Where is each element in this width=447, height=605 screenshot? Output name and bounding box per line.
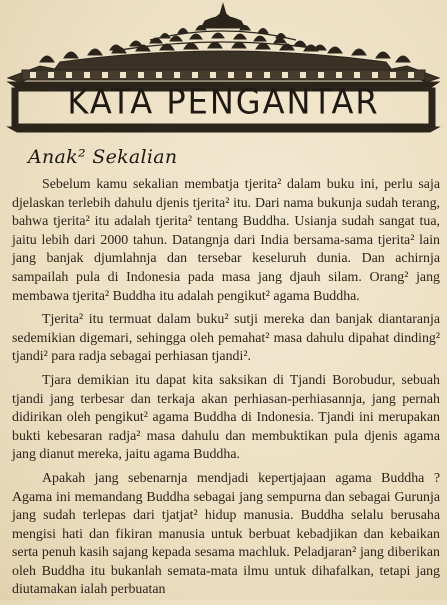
paragraph: Sebelum kamu sekalian membatja tjerita² dalam buku ini, perlu saja djelaskan terlebih dahulu djenis tjerita² itu. Dari nama bukunja sudah terang, bahwa tjerita² itu adalah tjerita² tentang Buddha. Usianja sudah sangat tua, jaitu lebih dari 2000 tahun. Datangnja dari India bersama-sama tjerita² lain jang banjak djumlahnja dan tersebar keseluruh dunia. Dan achirnja sampailah pula di Indonesia pada masa jang djauh silam. Orang² jang membawa tjerita² Buddha itu adalah pengikut² agama Buddha. — [12, 177, 440, 304]
page-title: KATA PENGANTAR — [67, 82, 380, 122]
paragraph: Tjara demikian itu dapat kita saksikan di Tjandi Borobudur, sebuah tjandi jang terbesar dan terkaja akan perhiasan-perhiasannja, jang pernah didirikan oleh pengikut² agama Buddha di Indonesia. Tjandi ini merupakan bukti kebesaran radja² masa dahulu dan membuktikan pula djenis agama jang dianut mereka, jaitu agama Buddha. — [12, 372, 440, 463]
body-text — [12, 176, 440, 605]
temple-banner — [0, 0, 447, 135]
paragraph: Tjerita² itu termuat dalam buku² sutji mereka dan banjak diantaranja sedemikian digemari, sehingga oleh pemahat² masa dahulu dipahat dinding² tjandi² para radja sebagai perhiasan tjandi². — [12, 312, 440, 365]
section-heading: Anak² Sekalian — [28, 146, 178, 168]
paragraph: Apakah jang sebenarnja mendjadi kepertjajaan agama Buddha ? Agama ini memandang Buddha sebagai jang sempurna dan sebagai Gurunja jang sudah terlepas dari tjatjat² hidup manusia. Buddha selalu berusaha mengisi hati dan fikiran manusia untuk berbuat kebadjikan dan kebaikan serta penuh kasih sajang kepada sesama machluk. Peladjaran² jang diberikan oleh Buddha itu bukanlah semata-mata ilmu untuk dihafalkan, tetapi jang diutamakan ialah perbuatan — [12, 470, 440, 598]
